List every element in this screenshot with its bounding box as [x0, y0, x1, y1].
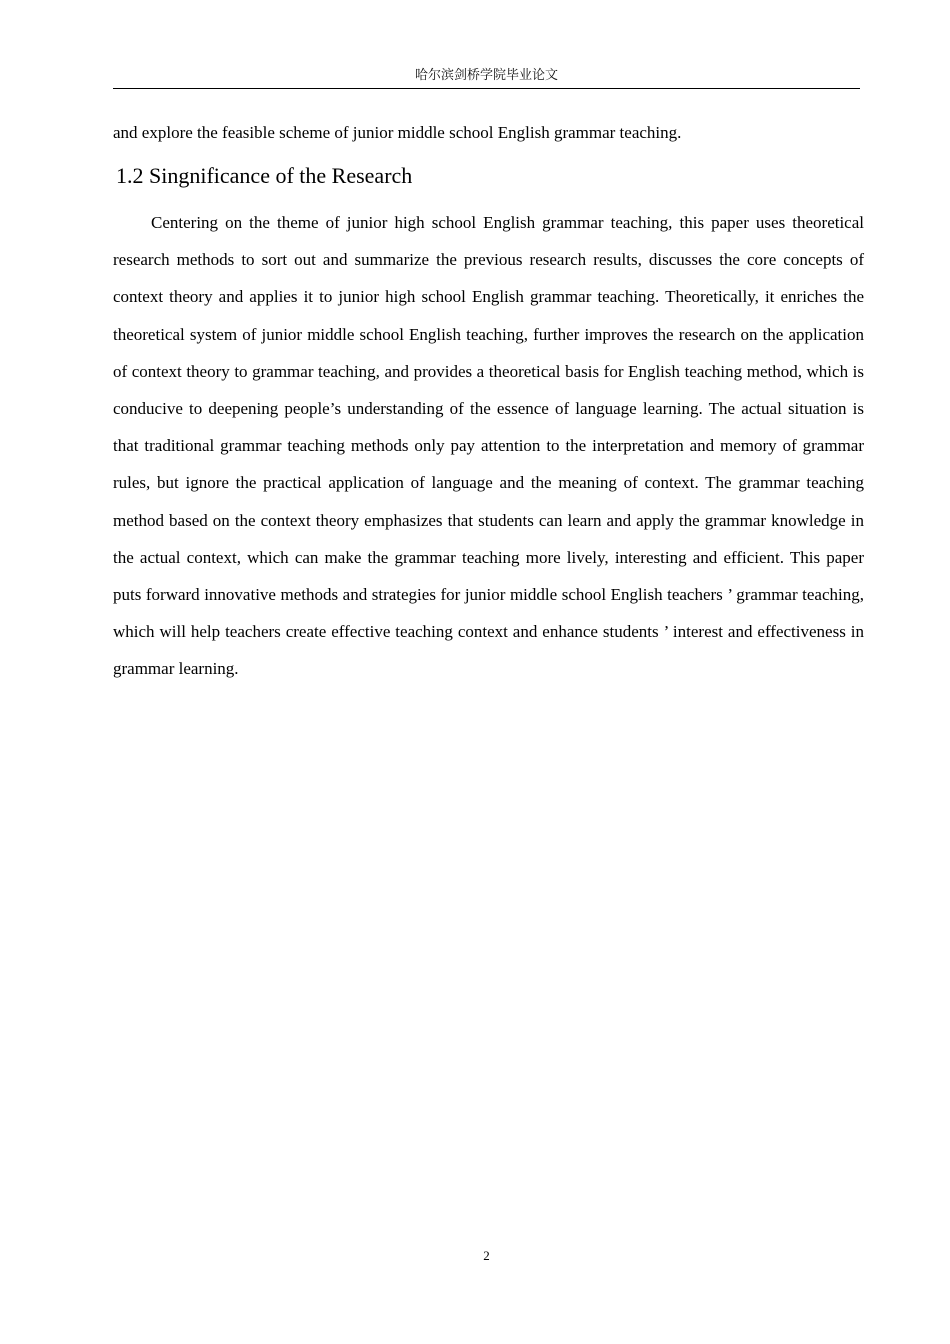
- continued-paragraph: and explore the feasible scheme of junior middle school English grammar teaching.: [113, 123, 682, 142]
- page-header-title: 哈尔滨剑桥学院毕业论文: [414, 67, 558, 82]
- section-heading: 1.2 Singnificance of the Research: [116, 163, 413, 188]
- page-number: 2: [483, 1248, 490, 1263]
- header-divider: [113, 88, 860, 89]
- body-paragraph: Centering on the theme of junior high school English grammar teaching, this paper uses theoretical research methods to sort out and summarize the previous research results, discusses the core concepts of context theory and applies it to junior high school English grammar teaching. Theoretically, it enriches the theoretical system of junior middle school English teaching, further improves the research on the application of context theory to grammar teaching, and provides a theoretical basis for English teaching method, which is conducive to deepening people’s understanding of the essence of language learning. The actual situation is that traditional grammar teaching methods only pay attention to the interpretation and memory of grammar rules, but ignore the practical application of language and the meaning of context. The grammar teaching method based on the context theory emphasizes that students can learn and apply the grammar knowledge in the actual context, which can make the grammar teaching more lively, interesting and efficient. This paper puts forward innovative methods and strategies for junior middle school English teachers ’ grammar teaching, which will help teachers create effective teaching context and enhance students ’ interest and effectiveness in grammar learning.: [113, 213, 864, 679]
